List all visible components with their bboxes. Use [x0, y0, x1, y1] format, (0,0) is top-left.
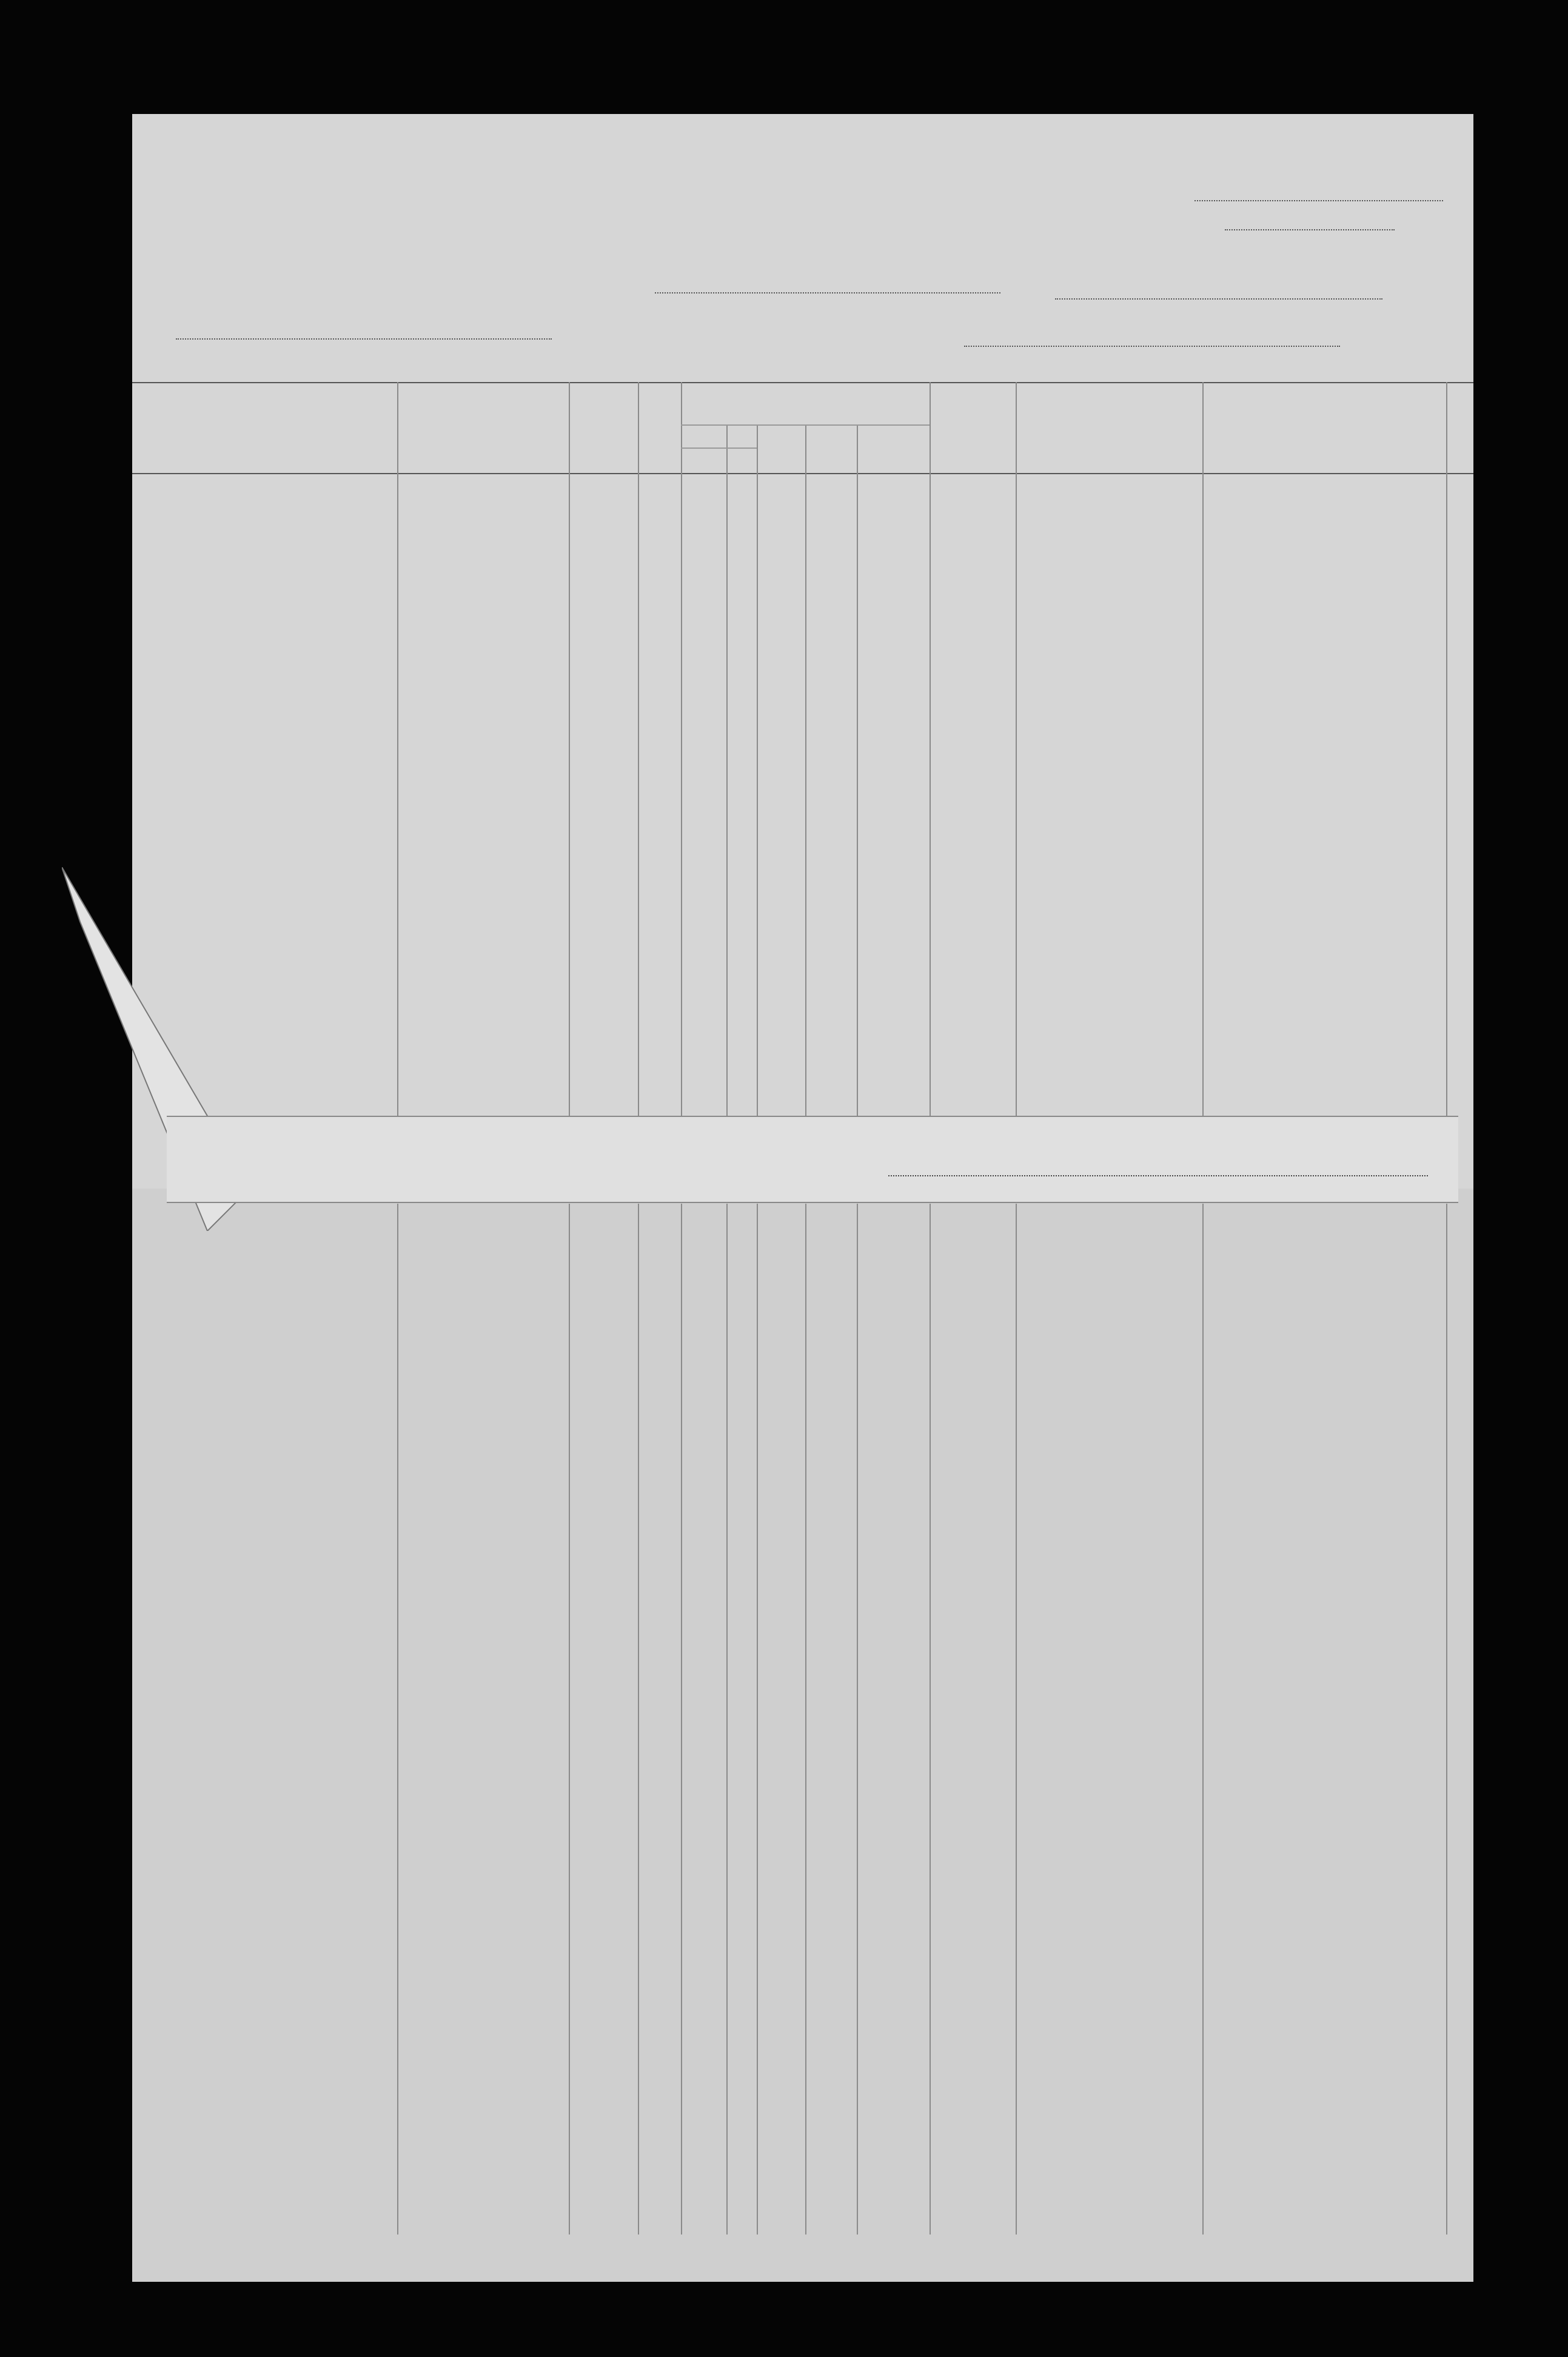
port-value: [1194, 200, 1443, 201]
underlying-sheet: [132, 1189, 1473, 2282]
rig-value: [655, 292, 1000, 293]
date-value: [1225, 229, 1395, 230]
vessel-name: [1055, 298, 1382, 300]
master-name: [964, 346, 1340, 347]
home-port: [176, 338, 552, 340]
commissioner-banner: [167, 1116, 1458, 1203]
